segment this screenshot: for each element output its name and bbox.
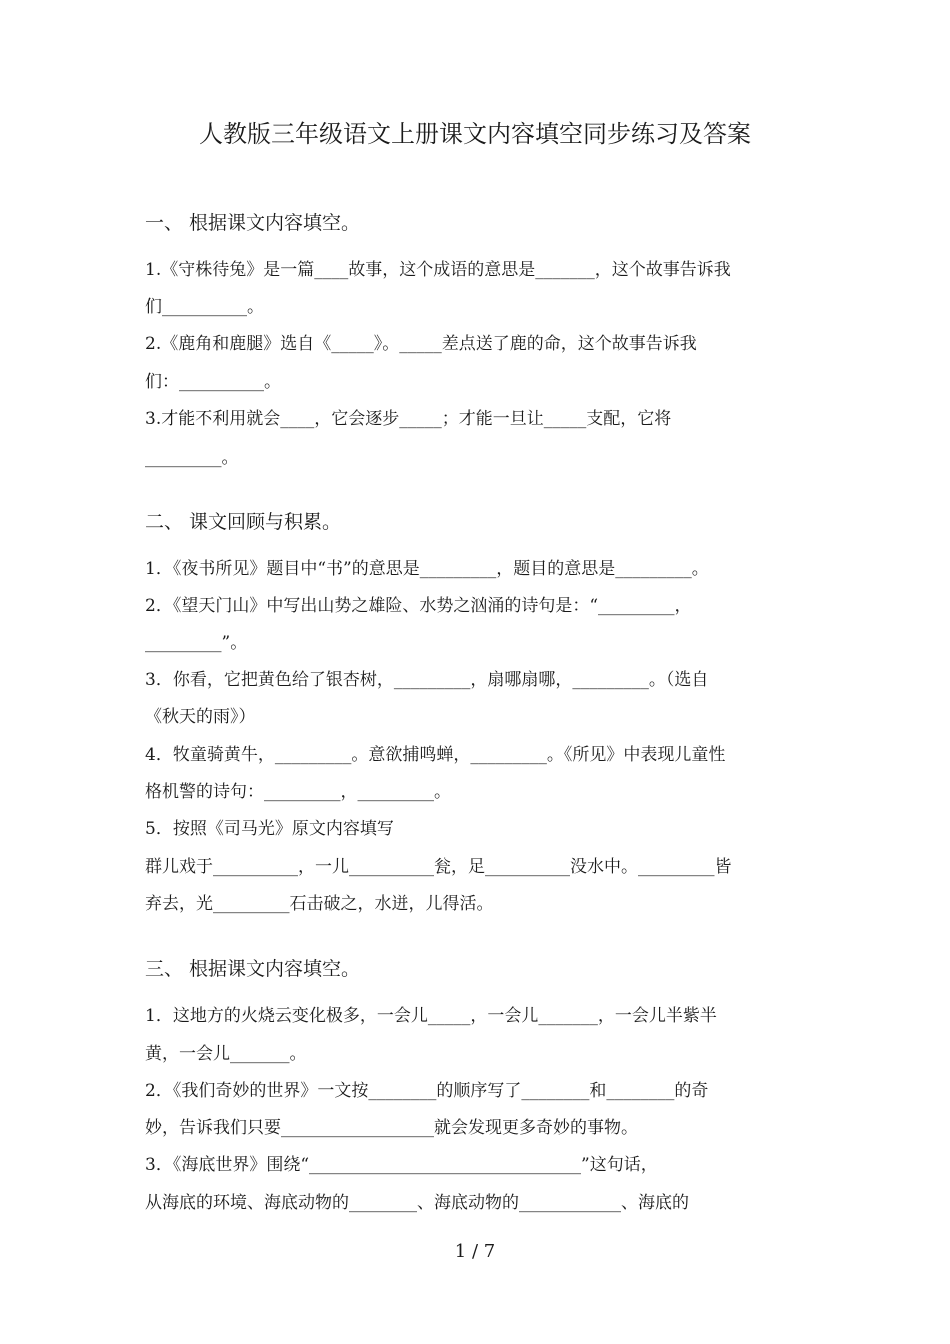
- section-2-line: 格机警的诗句：_________，_________。: [145, 782, 451, 802]
- section-2-line: 1．《夜书所见》题目中“书”的意思是_________，题目的意思是_________。: [145, 559, 709, 579]
- page-title: 人教版三年级语文上册课文内容填空同步练习及答案: [199, 120, 751, 148]
- section-2-line: _________”。: [145, 633, 248, 653]
- section-1-heading: 一、 根据课文内容填空。: [145, 212, 361, 234]
- section-3-line: 1．这地方的火烧云变化极多，一会儿_____，一会儿_______，一会儿半紫半: [145, 1006, 717, 1026]
- section-2-line: 弃去，光_________石击破之，水迸，儿得活。: [145, 894, 494, 914]
- section-3-line: 从海底的环境、海底动物的________、海底动物的____________、海底的: [145, 1193, 689, 1213]
- section-2-heading: 二、 课文回顾与积累。: [145, 511, 342, 533]
- section-2-line: 2．《望天门山》中写出山势之雄险、水势之汹涌的诗句是：“_________，: [145, 596, 692, 616]
- section-2-line: 4．牧童骑黄牛，_________。意欲捕鸣蝉，_________。《所见》中表现儿童性: [145, 745, 726, 765]
- section-1-line: 们__________。: [145, 297, 264, 317]
- section-3-line: 黄，一会儿_______。: [145, 1044, 307, 1064]
- section-3-heading: 三、 根据课文内容填空。: [145, 958, 361, 980]
- section-2-line: 5．按照《司马光》原文内容填写: [145, 819, 394, 839]
- section-2-line: 《秋天的雨》）: [145, 707, 256, 727]
- section-1-line: 们：__________。: [145, 372, 281, 392]
- section-3-line: 妙，告诉我们只要__________________就会发现更多奇妙的事物。: [145, 1118, 638, 1138]
- section-1-line: _________。: [145, 448, 239, 468]
- section-2-line: 3．你看，它把黄色给了银杏树，_________，扇哪扇哪，_________。（选自: [145, 670, 709, 690]
- section-1-line: 1.《守株待兔》是一篇____故事，这个成语的意思是_______，这个故事告诉我: [145, 260, 731, 280]
- section-1-line: 2.《鹿角和鹿腿》选自《_____》。_____差点送了鹿的命，这个故事告诉我: [145, 334, 697, 354]
- section-1-line: 3.才能不利用就会____，它会逐步_____；才能一旦让_____支配，它将: [145, 409, 672, 429]
- section-3-line: 3．《海底世界》围绕“________________________________”这句话，: [145, 1155, 658, 1175]
- section-2-line: 群儿戏于__________，一儿__________瓮，足__________没水中。_________皆: [145, 857, 732, 877]
- section-3-line: 2．《我们奇妙的世界》一文按________的顺序写了________和________的奇: [145, 1081, 709, 1101]
- page-number: 1 / 7: [454, 1241, 496, 1262]
